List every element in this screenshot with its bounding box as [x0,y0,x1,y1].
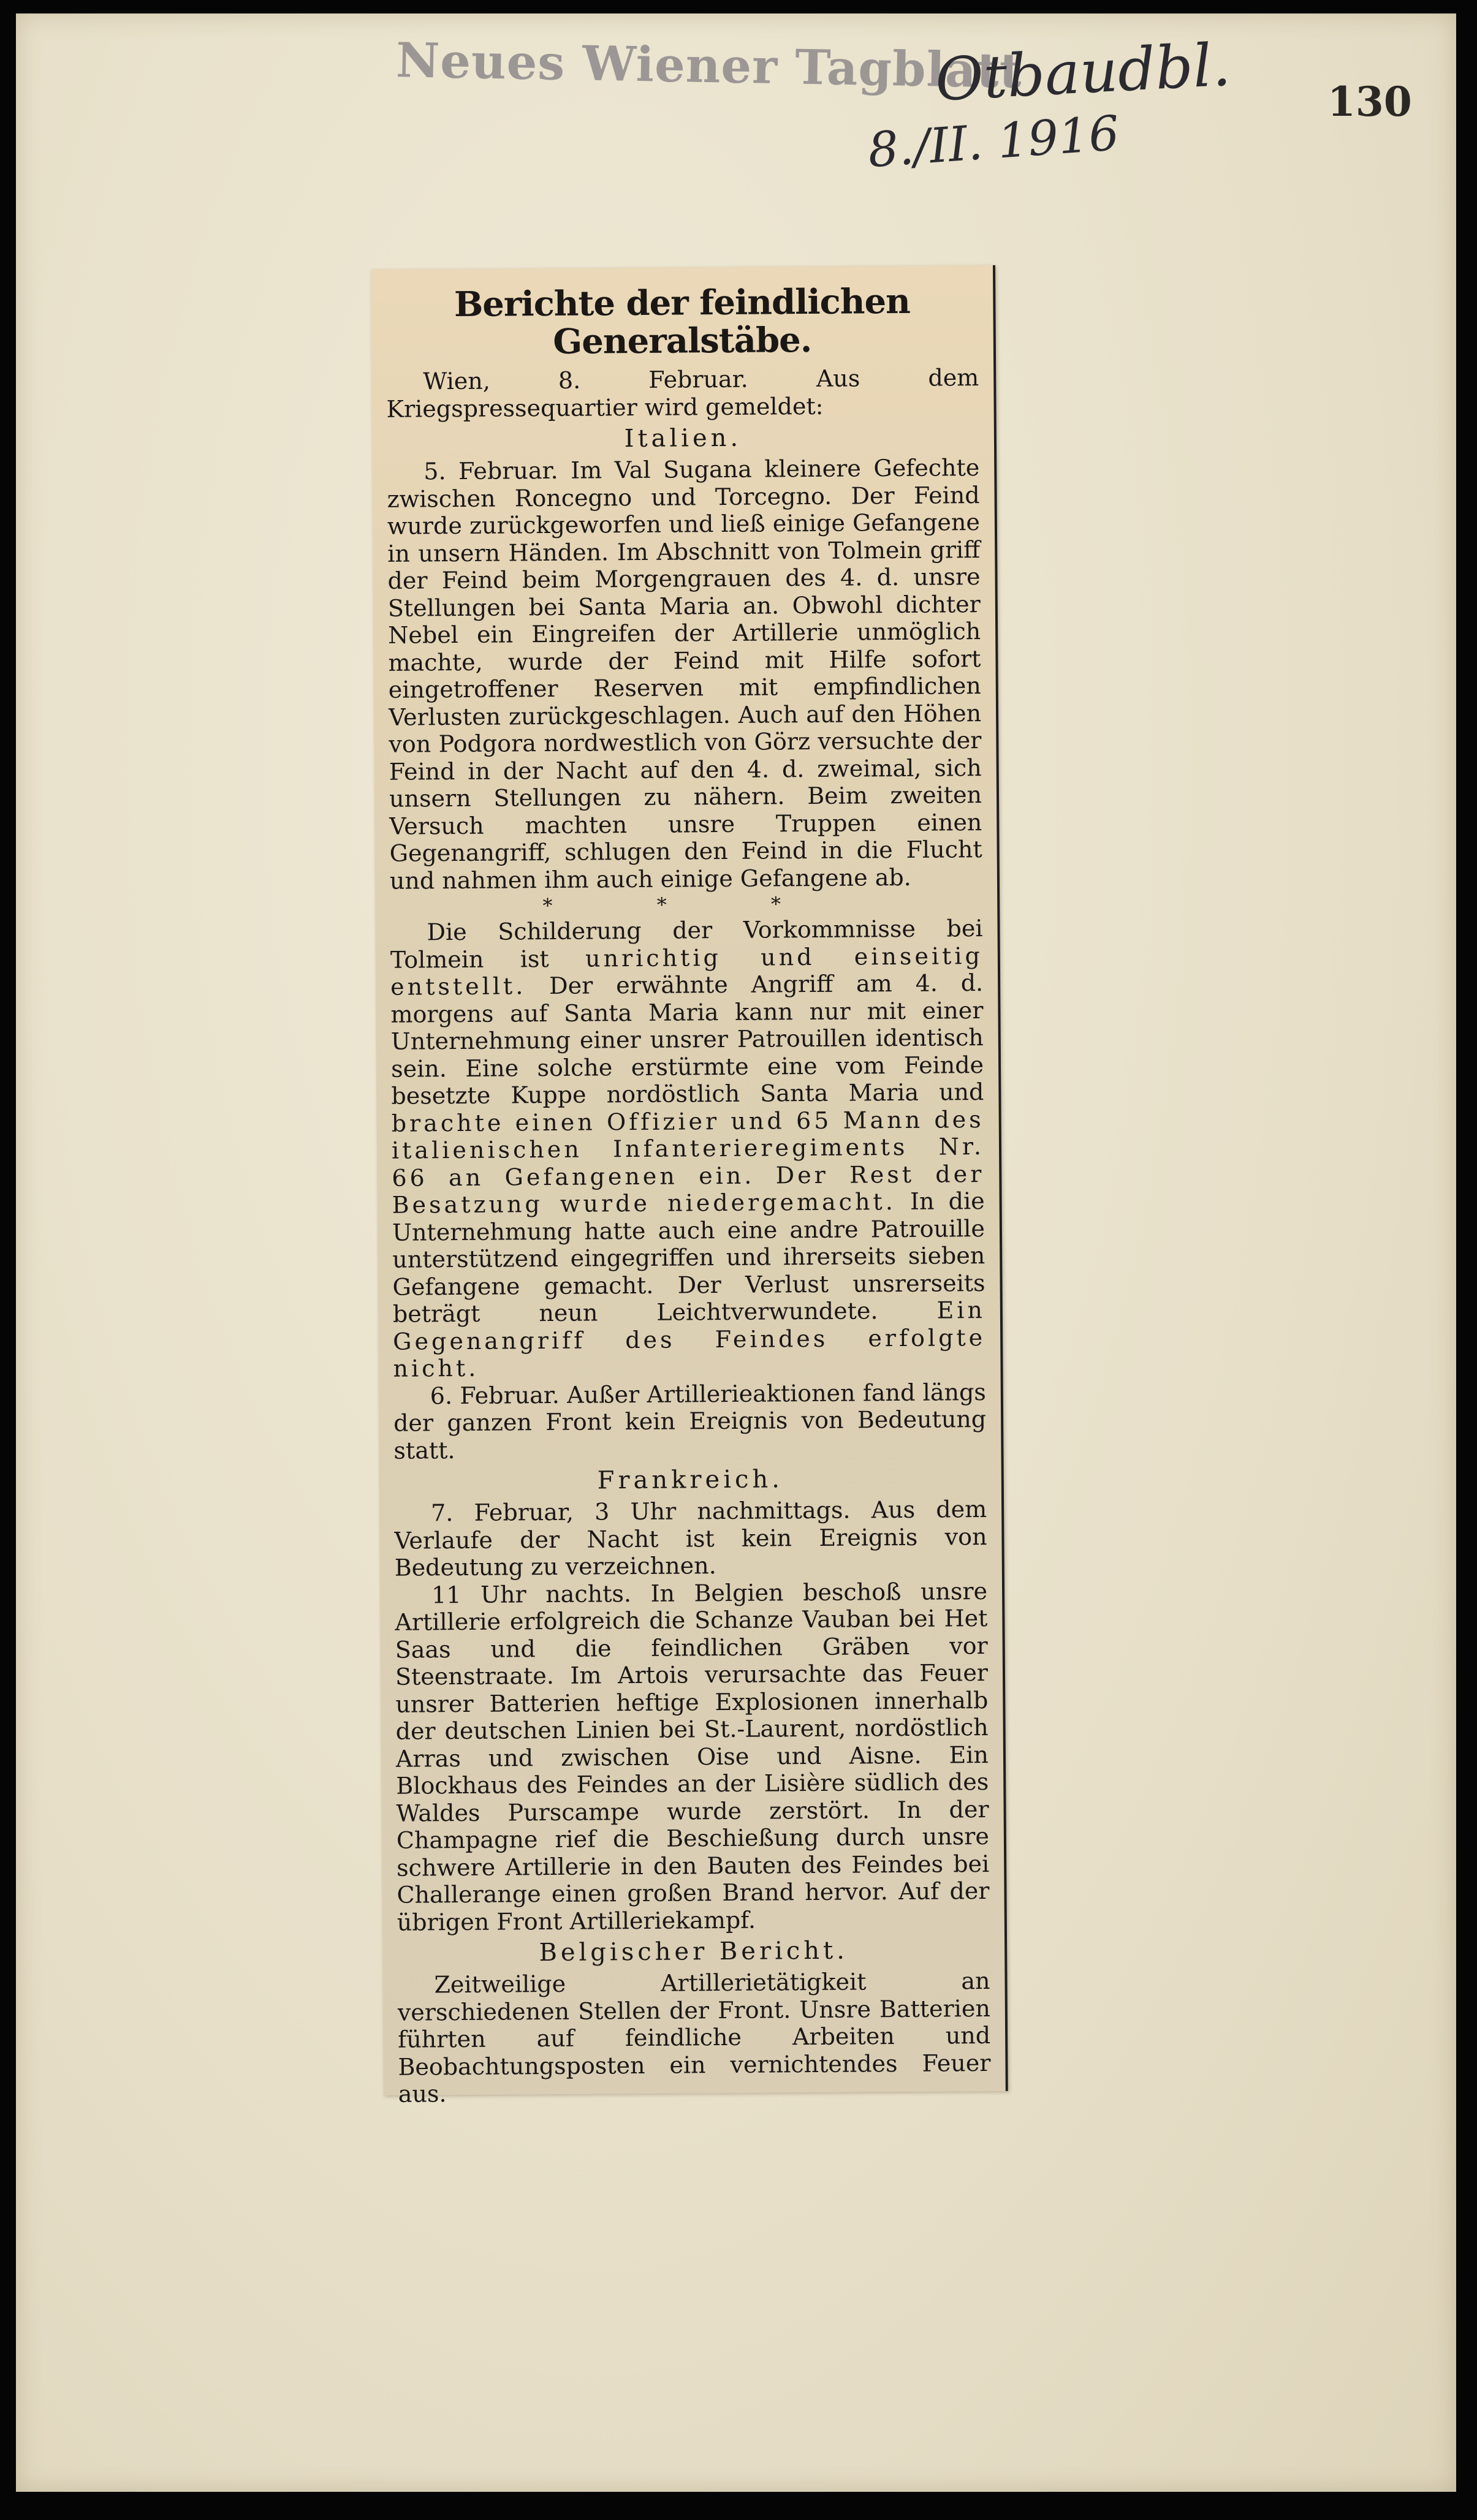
article-intro: Wien, 8. Februar. Aus dem Kriegspressequartier wird gemeldet: [386,364,979,423]
article-headline: Berichte der feindlichen Generalstäbe. [454,281,911,362]
article-paragraph: 11 Uhr nachts. In Belgien beschoß unsre Artillerie erfolgreich die Schanze Vauban bei Het Saas und die feindlichen Gräben vor Steenstraate. Im Artois verursachte das Feuer unsrer Batterien heftige Explosionen innerhalb der deutschen Linien bei St.-Laurent, nordöstlich Arras und zwischen Oise und Aisne. Ein Blockhaus des Feindes an der Lisière südlich des Waldes Purscampe wurde zerstört. In der Champagne rief die Beschießung durch unsre schwere Artillerie in den Bauten des Feindes bei Challerange einen großen Brand hervor. Auf der übrigen Front Artilleriekampf. [395,1577,990,1936]
handwritten-note: Otbaudbl. [933,30,1232,115]
comment-text: In die Unternehmung hatte auch eine andre Patrouille unterstützend eingegriffen und ihrerseits sieben Gefangene gemacht. Der Verlust unsrerseits beträgt neun Leichtverwundete. [392,1187,985,1328]
comment-text: Der erwähnte Angriff am 4. d. morgens auf Santa Maria kann nur mit einer Unternehmung einer unsrer Patrouillen identisch sein. Eine solche erstürmte eine vom Feinde besetzte Kuppe nordöstlich Santa Maria und [390,969,984,1110]
handwritten-date: 8./II. 1916 [866,105,1122,179]
comment-emphasis: brachte einen Offizier und 65 Mann des italienischen Infanterieregiments Nr. 66 an Gefangenen ein. Der Rest der Besatzung wurde niedergemacht. [391,1105,985,1219]
section-heading-italien: Italien. [624,423,742,453]
newspaper-stamp: Neues Wiener Tagblatt [395,32,1023,99]
newspaper-clipping [371,265,1008,2108]
article-paragraph: Zeitweilige Artillerietätigkeit an verschiedenen Stellen der Front. Unsre Batterien führten auf feindliche Arbeiten und Beobachtungsposten ein vernichtendes Feuer aus. [397,1967,991,2108]
article-paragraph: 7. Februar, 3 Uhr nachmittags. Aus dem Verlaufe der Nacht ist kein Ereignis von Bedeutung zu verzeichnen. [394,1496,987,1581]
article-paragraph: 5. Februar. Im Val Sugana kleinere Gefechte zwischen Roncegno und Torcegno. Der Feind wurde zurückgeworfen und ließ einige Gefangene in unsern Händen. Im Abschnitt von Tolmein griff der Feind beim Morgengrauen des 4. d. unsre Stellungen bei Santa Maria an. Obwohl dichter Nebel ein Eingreifen der Artillerie unmöglich machte, wurde der Feind mit Hilfe sofort eingetroffener Reserven mit empfindlichen Verlusten zurückgeschlagen. Auch auf den Höhen von Podgora nordwestlich von Görz versuchte der Feind in der Nacht auf den 4. d. zweimal, sich unsern Stellungen zu nähern. Beim zweiten Versuch machten unsre Truppen einen Gegenangriff, schlugen den Feind in die Flucht und nahmen ihm auch einige Gefangene ab. [387,454,982,895]
comment-emphasis: unrichtig und einseitig entstellt. [390,942,983,1001]
comment-emphasis: Ein Gegenangriff des Feindes erfolgte nicht. [393,1296,986,1382]
comment-text: Die Schilderung der Vorkommnisse bei Tolmein ist [390,915,983,974]
article-paragraph-comment [390,915,985,1382]
page-number: 130 [1327,78,1412,126]
separator: * * * [542,891,830,918]
section-heading-belgien: Belgischer Bericht. [539,1936,849,1967]
section-heading-frankreich: Frankreich. [597,1465,784,1495]
article-paragraph: 6. Februar. Außer Artillerieaktionen fand längs der ganzen Front kein Ereignis von Bedeutung statt. [393,1378,987,1464]
